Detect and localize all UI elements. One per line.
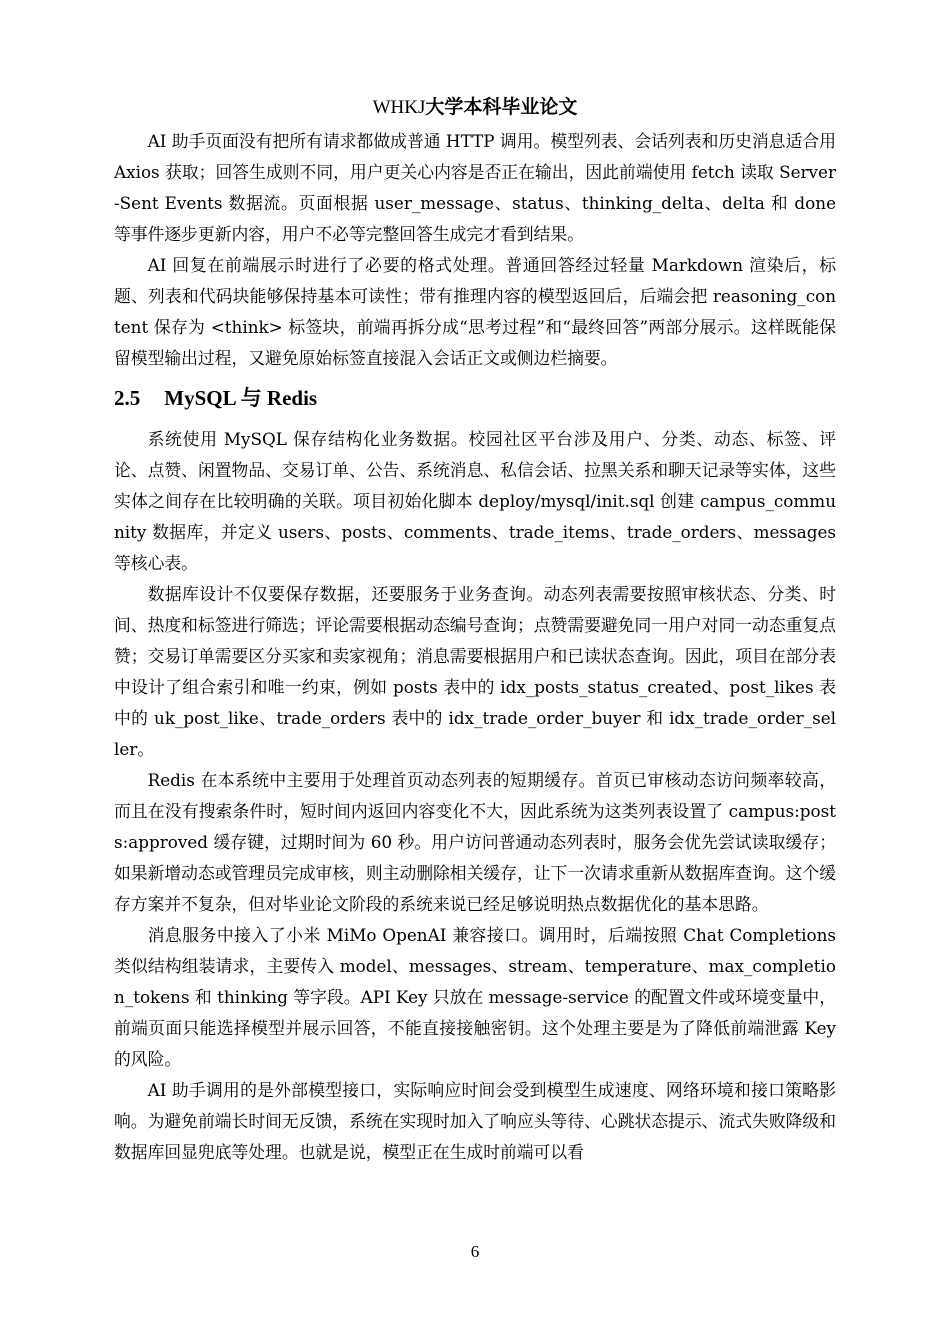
header-prefix: WHKJ	[372, 97, 426, 118]
paragraph: 系统使用 MySQL 保存结构化业务数据。校园社区平台涉及用户、分类、动态、标签、评论、点赞、闲置物品、交易订单、公告、系统消息、私信会话、拉黑关系和聊天记录等实体，这些实体之间存在比较明确的关联。项目初始化脚本 deploy/mysql/init.sql 创建 campus_community 数据库，并定义 users、posts、comments、trade_items、trade_orders、messages 等核心表。	[114, 429, 836, 573]
paragraph: AI 回复在前端展示时进行了必要的格式处理。普通回答经过轻量 Markdown 渲染后，标题、列表和代码块能够保持基本可读性；带有推理内容的模型返回后，后端会把 reasoning_content 保存为 <think> 标签块，前端再拆分成“思考过程”和“最终回答”两部分展示。这样既能保留模型输出过程，又避免原始标签直接混入会话正文或侧边栏摘要。	[114, 255, 836, 368]
header-title: 大学本科毕业论文	[425, 96, 578, 118]
section-heading	[114, 374, 836, 424]
paragraph: AI 助手调用的是外部模型接口，实际响应时间会受到模型生成速度、网络环境和接口策略影响。为避免前端长时间无反馈，系统在实现时加入了响应头等待、心跳状态提示、流式失败降级和数据库回显兜底等处理。也就是说，模型正在生成时前端可以看	[114, 1080, 836, 1162]
paragraph: AI 助手页面没有把所有请求都做成普通 HTTP 调用。模型列表、会话列表和历史消息适合用 Axios 获取；回答生成则不同，用户更关心内容是否正在输出，因此前端使用 fetch 读取 Server-Sent Events 数据流。页面根据 user_message、status、thinking_delta、delta 和 done 等事件逐步更新内容，用户不必等完整回答生成完才看到结果。	[114, 131, 836, 244]
document-page	[114, 0, 836, 1344]
body-text	[114, 126, 836, 1168]
section-number: 2.5	[114, 386, 141, 410]
paragraph: 数据库设计不仅要保存数据，还要服务于业务查询。动态列表需要按照审核状态、分类、时间、热度和标签进行筛选；评论需要根据动态编号查询；点赞需要避免同一用户对同一动态重复点赞；交易订单需要区分买家和卖家视角；消息需要根据用户和已读状态查询。因此，项目在部分表中设计了组合索引和唯一约束，例如 posts 表中的 idx_posts_status_created、post_likes 表中的 uk_post_like、trade_orders 表中的 idx_trade_order_buyer 和 idx_trade_order_seller。	[114, 584, 836, 759]
paragraph: Redis 在本系统中主要用于处理首页动态列表的短期缓存。首页已审核动态访问频率较高，而且在没有搜索条件时，短时间内返回内容变化不大，因此系统为这类列表设置了 campus:posts:approved 缓存键，过期时间为 60 秒。用户访问普通动态列表时，服务会优先尝试读取缓存；如果新增动态或管理员完成审核，则主动删除相关缓存，让下一次请求重新从数据库查询。这个缓存方案并不复杂，但对毕业论文阶段的系统来说已经足够说明热点数据优化的基本思路。	[114, 770, 836, 914]
running-header	[114, 94, 836, 121]
paragraph: 消息服务中接入了小米 MiMo OpenAI 兼容接口。调用时，后端按照 Chat Completions 类似结构组装请求，主要传入 model、messages、stream、temperature、max_completion_tokens 和 thinking 等字段。API Key 只放在 message-service 的配置文件或环境变量中，前端页面只能选择模型并展示回答，不能直接接触密钥。这个处理主要是为了降低前端泄露 Key 的风险。	[114, 925, 836, 1069]
page-number: 6	[470, 1242, 480, 1261]
section-title: MySQL 与 Redis	[164, 386, 318, 410]
